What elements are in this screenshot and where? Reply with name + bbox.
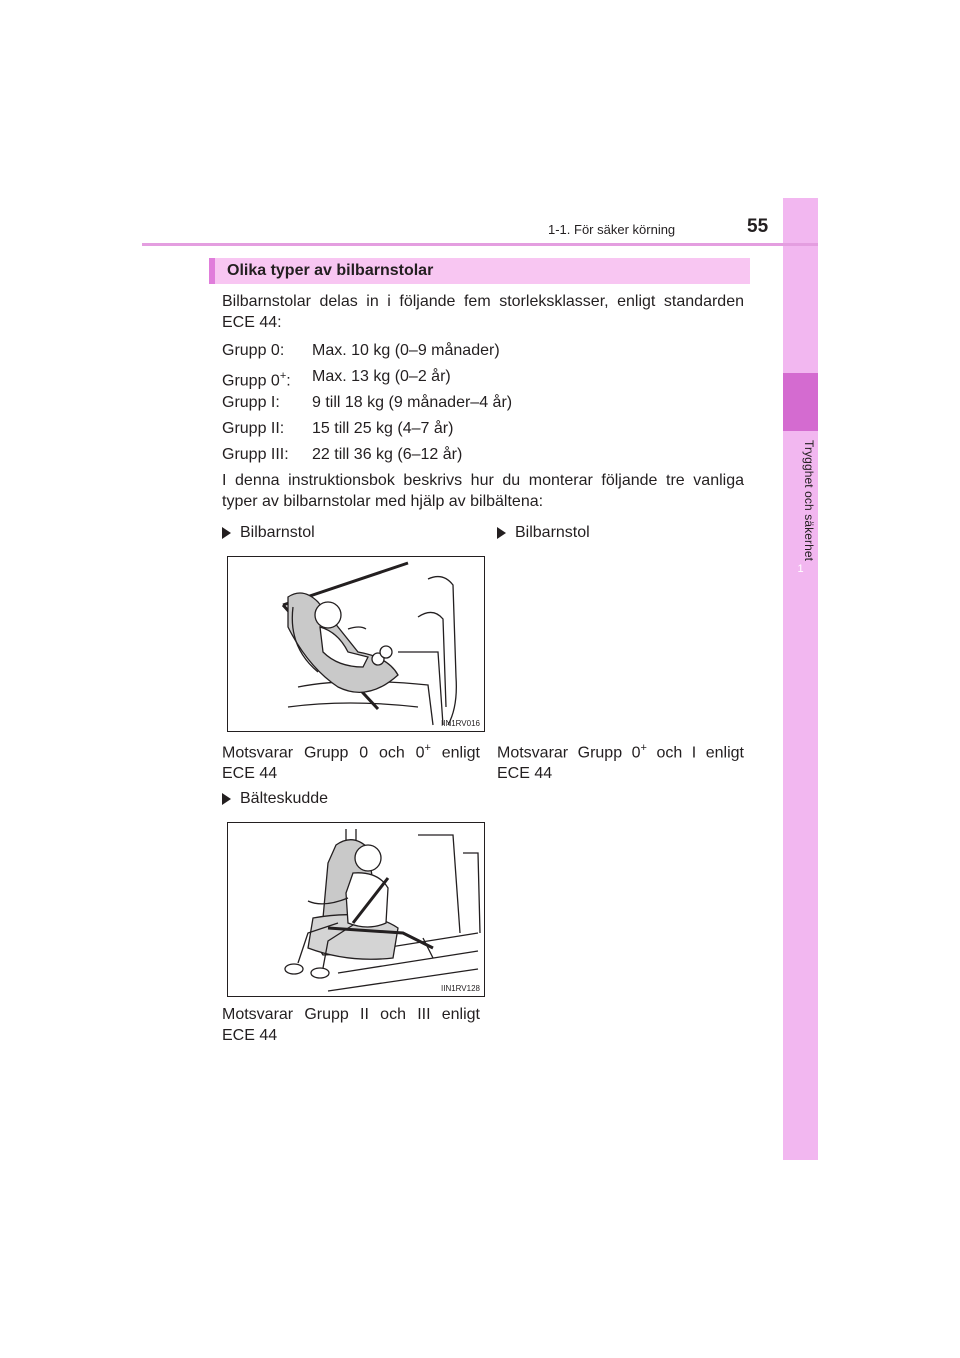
figure-code: IIN1RV016: [441, 719, 480, 728]
item-booster-caption: Motsvarar Grupp II och III enligt ECE 44: [222, 1006, 480, 1044]
section-title: Olika typer av bilbarnstolar: [209, 258, 750, 284]
item-child-heading: [497, 524, 590, 542]
group-list: [222, 340, 512, 470]
chapter-number: 1: [797, 563, 804, 575]
chapter-side-tab: [783, 198, 818, 1160]
triangle-bullet-icon: [497, 527, 506, 539]
group-label-sup: +: [279, 370, 287, 382]
group-value: 15 till 25 kg (4–7 år): [312, 420, 454, 437]
group-row: [222, 366, 512, 392]
item-child-caption: [497, 738, 744, 784]
header-section: 1-1. För säker körning: [548, 222, 676, 237]
item-booster-heading: [222, 790, 328, 808]
item-infant-heading: [222, 524, 315, 542]
group-label: Grupp I:: [222, 394, 280, 411]
group-label: Grupp II:: [222, 420, 285, 437]
group-row: [222, 340, 512, 366]
infant-seat-figure: [227, 556, 485, 732]
triangle-bullet-icon: [222, 527, 231, 539]
triangle-bullet-icon: [222, 793, 231, 805]
group-value: 22 till 36 kg (6–12 år): [312, 446, 463, 463]
group-label: Grupp 0+:: [222, 370, 291, 390]
caption-text: Motsvarar Grupp 0 och 0: [222, 744, 425, 762]
caption-sup: +: [640, 742, 647, 754]
item-infant-title: Bilbarnstol: [240, 524, 315, 541]
chapter-title: Trygghet och säkerhet: [802, 440, 816, 562]
item-child-title: Bilbarnstol: [515, 524, 590, 541]
booster-illustration: [228, 823, 483, 995]
header-rule: [142, 243, 818, 246]
caption-text: enligt ECE 44: [222, 744, 480, 783]
intro-paragraph: Bilbarnstolar delas in i följande fem storleksklasser, enligt standarden ECE 44:: [222, 293, 744, 331]
group-value: Max. 10 kg (0–9 månader): [312, 342, 500, 359]
figure-code: IIN1RV128: [441, 984, 480, 993]
caption-text: och I enligt ECE 44: [497, 744, 745, 783]
group-row: [222, 444, 512, 470]
group-row: [222, 418, 512, 444]
caption-sup: +: [424, 742, 431, 754]
group-value: Max. 13 kg (0–2 år): [312, 368, 451, 385]
group-label: Grupp 0:: [222, 342, 285, 359]
group-label: Grupp III:: [222, 446, 289, 463]
outro-paragraph: I denna instruktionsbok beskrivs hur du monterar följande tre vanliga typer av bilbarnstolar med hjälp av bilbältena:: [222, 472, 744, 510]
item-booster-title: Bälteskudde: [240, 790, 329, 807]
item-infant-caption: [222, 738, 480, 784]
group-label-base: Grupp 0: [222, 372, 280, 390]
booster-figure: [227, 822, 485, 997]
group-value: 9 till 18 kg (9 månader–4 år): [312, 394, 513, 411]
page-number: 55: [747, 216, 769, 237]
caption-text: Motsvarar Grupp 0: [497, 744, 641, 762]
group-row: [222, 392, 512, 418]
infant-seat-illustration: [228, 557, 483, 730]
